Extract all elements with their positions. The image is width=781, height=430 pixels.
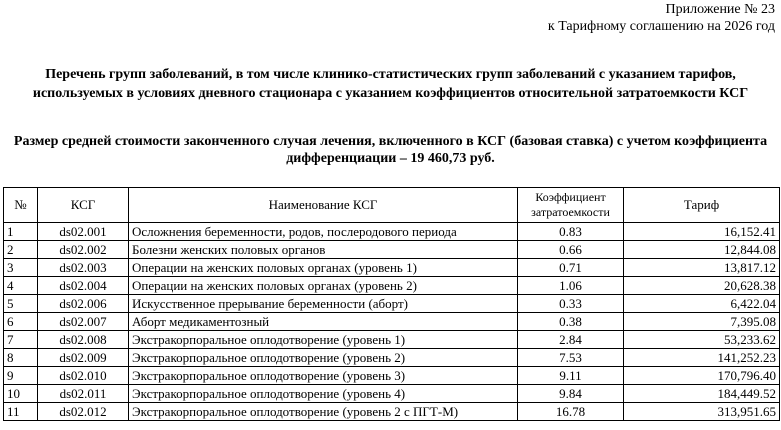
cost-coefficient: 0.33 [518, 295, 624, 313]
row-number: 6 [4, 313, 38, 331]
ksg-name: Экстракорпоральное оплодотворение (уровень 1) [129, 331, 518, 349]
table-row [4, 277, 780, 295]
appendix-number: Приложение № 23 [665, 2, 775, 17]
table-row [4, 403, 780, 421]
ksg-code: ds02.001 [38, 223, 129, 241]
appendix-reference: к Тарифному соглашению на 2026 год [547, 19, 775, 34]
row-number: 4 [4, 277, 38, 295]
row-number: 3 [4, 259, 38, 277]
ksg-name: Операции на женских половых органах (уровень 1) [129, 259, 518, 277]
row-number: 10 [4, 385, 38, 403]
ksg-code: ds02.006 [38, 295, 129, 313]
ksg-code: ds02.012 [38, 403, 129, 421]
cost-coefficient: 16.78 [518, 403, 624, 421]
base-rate-statement [0, 133, 781, 167]
base-rate-line-2: дифференциации – 19 460,73 руб. [286, 151, 495, 166]
table-row [4, 295, 780, 313]
ksg-code: ds02.011 [38, 385, 129, 403]
row-number: 8 [4, 349, 38, 367]
ksg-name: Аборт медикаментозный [129, 313, 518, 331]
column-header-code: КСГ [38, 188, 129, 223]
ksg-name: Экстракорпоральное оплодотворение (уровень 4) [129, 385, 518, 403]
cost-coefficient: 7.53 [518, 349, 624, 367]
table-row [4, 241, 780, 259]
ksg-code: ds02.009 [38, 349, 129, 367]
table-row [4, 385, 780, 403]
ksg-name: Искусственное прерывание беременности (аборт) [129, 295, 518, 313]
tariff-value: 6,422.04 [624, 295, 780, 313]
document-title [0, 65, 781, 103]
column-header-tariff: Тариф [624, 188, 780, 223]
tariff-value: 184,449.52 [624, 385, 780, 403]
column-header-coefficient-line-1: Коэффициент [535, 190, 606, 204]
ksg-tariff-table [3, 187, 780, 421]
tariff-value: 12,844.08 [624, 241, 780, 259]
ksg-name: Операции на женских половых органах (уровень 2) [129, 277, 518, 295]
appendix-heading [548, 1, 775, 35]
table-row [4, 313, 780, 331]
ksg-name: Экстракорпоральное оплодотворение (уровень 3) [129, 367, 518, 385]
table-row [4, 349, 780, 367]
row-number: 1 [4, 223, 38, 241]
tariff-value: 13,817.12 [624, 259, 780, 277]
ksg-code: ds02.003 [38, 259, 129, 277]
table-row [4, 331, 780, 349]
table-row [4, 259, 780, 277]
table-header-row [4, 188, 780, 223]
cost-coefficient: 0.38 [518, 313, 624, 331]
table-row [4, 367, 780, 385]
cost-coefficient: 0.83 [518, 223, 624, 241]
table-row [4, 223, 780, 241]
tariff-value: 170,796.40 [624, 367, 780, 385]
document-title-line-1: Перечень групп заболеваний, в том числе клинико-статистических групп заболеваний с указанием тарифов, [45, 67, 736, 82]
ksg-code: ds02.002 [38, 241, 129, 259]
ksg-code: ds02.004 [38, 277, 129, 295]
table-header [4, 188, 780, 223]
ksg-code: ds02.007 [38, 313, 129, 331]
tariff-value: 313,951.65 [624, 403, 780, 421]
row-number: 7 [4, 331, 38, 349]
ksg-name: Болезни женских половых органов [129, 241, 518, 259]
base-rate-line-1: Размер средней стоимости законченного случая лечения, включенного в КСГ (базовая ставка) с учетом коэффициента [13, 134, 768, 149]
row-number: 5 [4, 295, 38, 313]
tariff-value: 53,233.62 [624, 331, 780, 349]
cost-coefficient: 2.84 [518, 331, 624, 349]
ksg-name: Осложнения беременности, родов, послеродового периода [129, 223, 518, 241]
column-header-coefficient-line-2: затратоемкости [531, 205, 610, 219]
tariff-value: 7,395.08 [624, 313, 780, 331]
ksg-name: Экстракорпоральное оплодотворение (уровень 2) [129, 349, 518, 367]
cost-coefficient: 0.66 [518, 241, 624, 259]
document-title-line-2: используемых в условиях дневного стационара с указанием коэффициентов относительной затратоемкости КСГ [32, 86, 749, 101]
tariff-value: 20,628.38 [624, 277, 780, 295]
cost-coefficient: 1.06 [518, 277, 624, 295]
row-number: 9 [4, 367, 38, 385]
cost-coefficient: 9.84 [518, 385, 624, 403]
cost-coefficient: 0.71 [518, 259, 624, 277]
tariff-value: 16,152.41 [624, 223, 780, 241]
column-header-coefficient [518, 188, 624, 223]
row-number: 11 [4, 403, 38, 421]
row-number: 2 [4, 241, 38, 259]
cost-coefficient: 9.11 [518, 367, 624, 385]
tariff-value: 141,252.23 [624, 349, 780, 367]
ksg-code: ds02.008 [38, 331, 129, 349]
ksg-code: ds02.010 [38, 367, 129, 385]
column-header-name: Наименование КСГ [129, 188, 518, 223]
ksg-name: Экстракорпоральное оплодотворение (уровень 2 с ПГТ-М) [129, 403, 518, 421]
table-body [4, 223, 780, 421]
column-header-num: № [4, 188, 38, 223]
